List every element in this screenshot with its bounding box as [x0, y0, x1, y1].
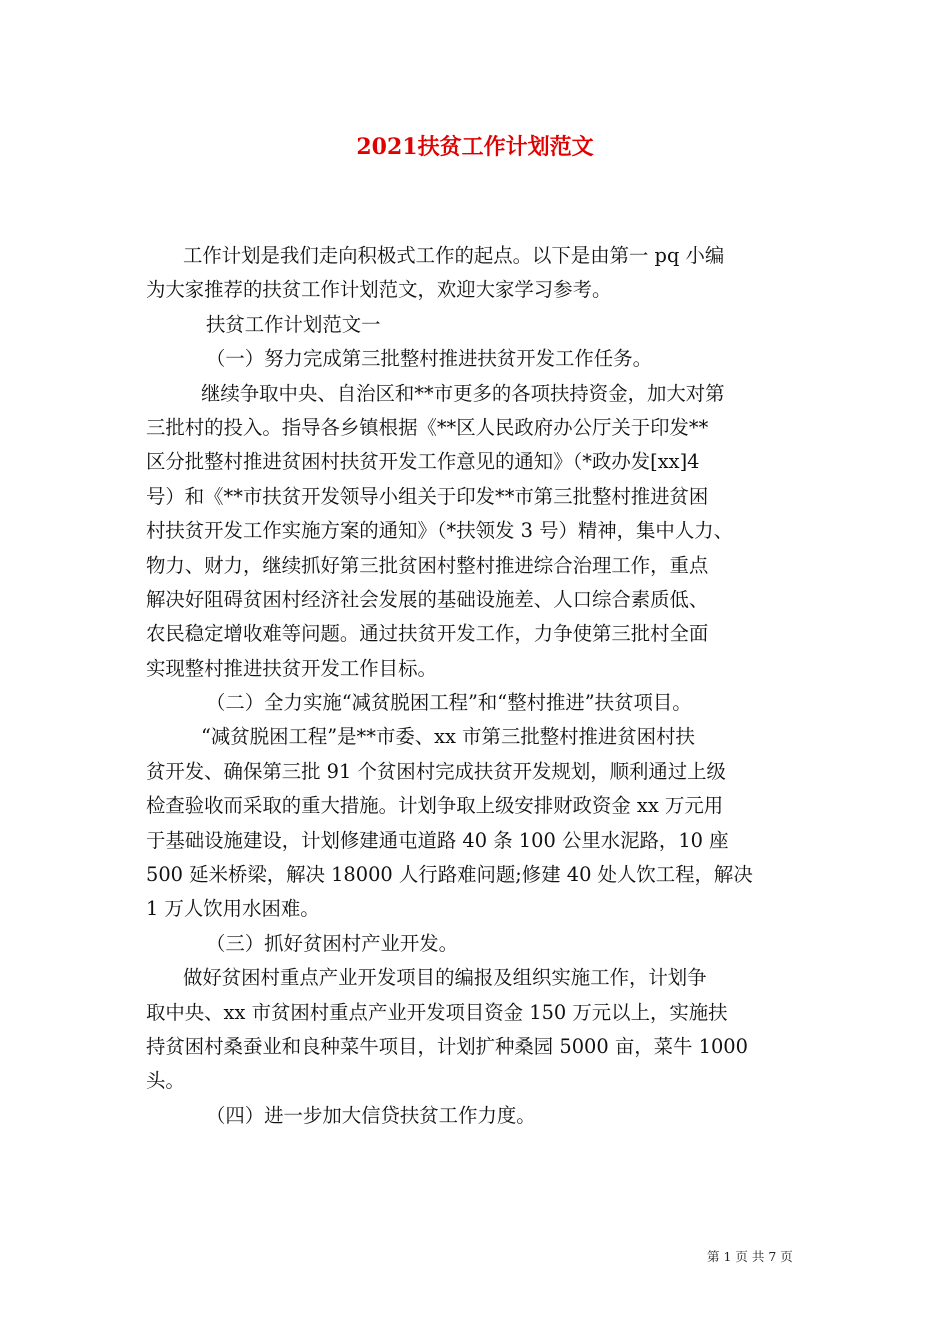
paragraph-line: 区分批整村推进贫困村扶贫开发工作意见的通知》（*政办发[xx]4: [146, 450, 700, 474]
paragraph-line: 头。: [146, 1069, 185, 1093]
document-title: 2021扶贫工作计划范文: [356, 134, 594, 160]
paragraph-line: 贫开发、确保第三批 91 个贫困村完成扶贫开发规划，顺利通过上级: [146, 759, 726, 783]
paragraph-line: 号）和《**市扶贫开发领导小组关于印发**市第三批整村推进贫困: [146, 484, 709, 508]
document-body: [146, 239, 808, 1133]
section-heading: 扶贫工作计划范文一: [206, 312, 381, 336]
paragraph-line: 500 延米桥梁，解决 18000 人行路难问题;修建 40 处人饮工程，解决: [146, 863, 753, 887]
paragraph-line: 村扶贫开发工作实施方案的通知》（*扶领发 3 号）精神，集中人力、: [146, 519, 733, 543]
paragraph-line: 三批村的投入。指导各乡镇根据《**区人民政府办公厅关于印发**: [146, 415, 709, 439]
paragraph-line: 做好贫困村重点产业开发项目的编报及组织实施工作，计划争: [183, 966, 707, 990]
paragraph-line: 工作计划是我们走向积极式工作的起点。以下是由第一 pq 小编: [183, 244, 725, 267]
section-heading: （二）全力实施“减贫脱困工程”和“整村推进”扶贫项目。: [206, 691, 692, 715]
paragraph-line: 取中央、xx 市贫困村重点产业开发项目资金 150 万元以上，实施扶: [146, 1000, 728, 1024]
paragraph-line: 持贫困村桑蚕业和良种菜牛项目，计划扩种桑园 5000 亩，菜牛 1000: [146, 1034, 748, 1058]
page-number: 第 1 页 共 7 页: [707, 1249, 793, 1264]
paragraph-line: 于基础设施建设，计划修建通屯道路 40 条 100 公里水泥路，10 座: [146, 828, 729, 852]
paragraph-line: 农民稳定增收难等问题。通过扶贫开发工作，力争使第三批村全面: [146, 622, 709, 646]
paragraph-line: “减贫脱困工程”是**市委、xx 市第三批整村推进贫困村扶: [201, 725, 695, 749]
paragraph-line: 实现整村推进扶贫开发工作目标。: [146, 656, 437, 680]
paragraph-line: 为大家推荐的扶贫工作计划范文，欢迎大家学习参考。: [146, 278, 612, 302]
paragraph-line: 1 万人饮用水困难。: [146, 897, 320, 921]
paragraph-line: 解决好阻碍贫困村经济社会发展的基础设施差、人口综合素质低、: [146, 587, 709, 611]
section-heading: （四）进一步加大信贷扶贫工作力度。: [206, 1103, 536, 1127]
section-heading: （三）抓好贫困村产业开发。: [206, 931, 459, 955]
section-heading: （一）努力完成第三批整村推进扶贫开发工作任务。: [206, 347, 652, 371]
paragraph-line: 继续争取中央、自治区和**市更多的各项扶持资金，加大对第: [201, 381, 725, 405]
paragraph-line: 检查验收而采取的重大措施。计划争取上级安排财政资金 xx 万元用: [146, 794, 724, 818]
paragraph-line: 物力、财力，继续抓好第三批贫困村整村推进综合治理工作，重点: [146, 553, 709, 577]
